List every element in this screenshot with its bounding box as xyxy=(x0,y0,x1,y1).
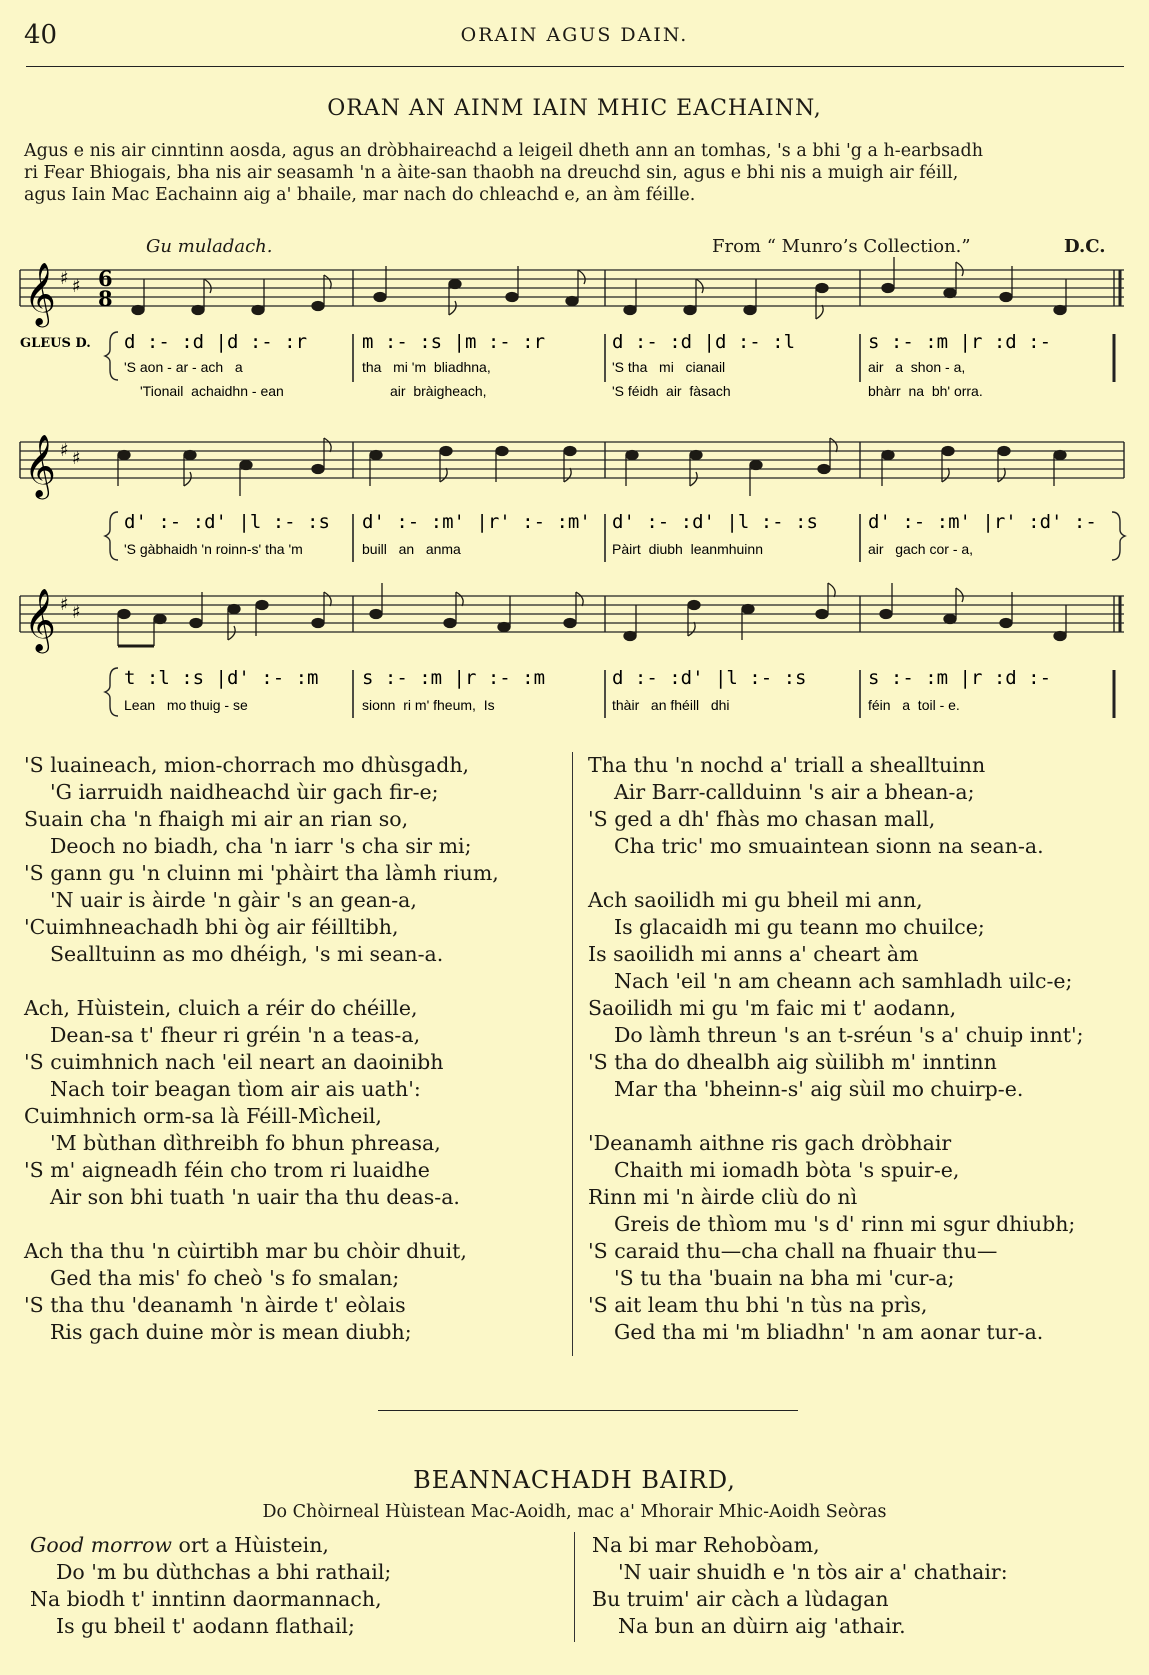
verse-line: Greis de thìom mu 's d' rinn mi sgur dhiubh; xyxy=(614,1212,1076,1236)
intro-line: ri Fear Bhiogais, bha nis air seasamh 'n a àite-san thaobh na dreuchd sin, agus e bhi nis a muigh air féill, xyxy=(24,163,959,183)
solfa-measure: s :- :m |r :d :- xyxy=(868,331,1052,353)
lyric-measure: Pàirt diubh leanmhuinn xyxy=(612,541,763,557)
stanza xyxy=(588,887,1133,1103)
system-brace-right xyxy=(1112,512,1125,560)
verse-line: Nach 'eil 'n am cheann ach samhladh uilc-e; xyxy=(614,969,1073,993)
verse-line: Na biodh t' inntinn daormannach, xyxy=(30,1587,382,1611)
solfa-measure: d :- :d' |l :- :s xyxy=(612,667,807,689)
verse-line: Na bun an dùirn aig 'athair. xyxy=(618,1614,906,1638)
lyric-measure: tha mi 'm bliadhna, xyxy=(362,359,491,375)
verse-line: Is glacaidh mi gu teann mo chuilce; xyxy=(614,915,985,939)
intro-line: Agus e nis air cinntinn aosda, agus an dròbhaireachd a leigeil dheth ann an tomhas, 's a bhi 'g a h-earbsadh xyxy=(24,141,983,161)
verse-line: 'N uair shuidh e 'n tòs air a' chathair: xyxy=(618,1560,1008,1584)
lyric-measure: 'S tha mi cianail xyxy=(612,359,726,375)
verse-line: Ris gach duine mòr is mean diubh; xyxy=(50,1320,412,1344)
verse-line: Dean-sa t' fheur ri gréin 'n a teas-a, xyxy=(50,1023,421,1047)
verse-line: Ged tha mi 'm bliadhn' 'n am aonar tur-a. xyxy=(614,1320,1044,1344)
verse-line: Is gu bheil t' aodann flathail; xyxy=(56,1614,355,1638)
time-signature-top: 6 xyxy=(98,266,113,291)
verse-line: 'S tha thu 'deanamh 'n àirde t' eòlais xyxy=(24,1293,406,1317)
verse-line: 'S m' aigneadh féin cho trom ri luaidhe xyxy=(24,1158,430,1182)
solfa-measure: s :- :m |r :- :m xyxy=(362,667,546,689)
lyric-measure: bhàrr na bh' orra. xyxy=(868,383,983,399)
verses-right-column xyxy=(588,752,1133,1373)
sharp-icon: ♯ xyxy=(72,276,81,297)
verse-line: Bu truim' air càch a lùdagan xyxy=(592,1587,889,1611)
verse-line: Ach saoilidh mi gu bheil mi ann, xyxy=(588,888,923,912)
verse-line-rest: ort a Hùistein, xyxy=(171,1533,329,1557)
system-brace xyxy=(105,332,118,380)
stanza xyxy=(588,1130,1133,1346)
running-title: ORAIN AGUS DAIN. xyxy=(460,24,689,46)
running-head xyxy=(0,18,1149,58)
second-piece-subtitle: Do Chòirneal Hùistean Mac-Aoidh, mac a' Mhorair Mhic-Aoidh Seòras xyxy=(262,1502,887,1522)
lyric-measure: air gach cor - a, xyxy=(868,541,974,557)
section-divider xyxy=(378,1410,798,1411)
verse-line: 'S luaineach, mion-chorrach mo dhùsgadh, xyxy=(24,753,470,777)
system-brace xyxy=(105,668,118,716)
verse-line: 'S cuimhnich nach 'eil neart an daoinibh xyxy=(24,1050,444,1074)
verse-line: Chaith mi iomadh bòta 's spuir-e, xyxy=(614,1158,960,1182)
key-label: GLEUS D. xyxy=(20,336,91,351)
solfa-measure: m :- :s |m :- :r xyxy=(362,331,546,353)
verse-emphasis: Good morrow xyxy=(30,1533,172,1557)
stanza xyxy=(588,752,1133,860)
sharp-icon: ♯ xyxy=(60,594,69,615)
verse-line: 'S tu tha 'buain na bha mi 'cur-a; xyxy=(614,1266,955,1290)
lyric-measure: buill an anma xyxy=(362,541,461,557)
verse-line: 'M bùthan dìthreibh fo bhun phreasa, xyxy=(50,1131,441,1155)
verse-line: Air Barr-callduinn 's air a bhean-a; xyxy=(614,780,975,804)
verse-line: Nach toir beagan tìom air ais uath': xyxy=(50,1077,421,1101)
verse-line: Tha thu 'n nochd a' triall a shealltuinn xyxy=(588,753,986,777)
verse-line: Air son bhi tuath 'n uair tha thu deas-a. xyxy=(50,1185,460,1209)
verse-line: Mar tha 'bheinn-s' aig sùil mo chuirp-e. xyxy=(614,1077,1024,1101)
stanza xyxy=(24,752,564,968)
tempo-marking: Gu muladach. xyxy=(146,236,273,257)
solfa-measure: d' :- :d' |l :- :s xyxy=(612,511,818,533)
verse-line: Ach, Hùistein, cluich a réir do chéille, xyxy=(24,996,418,1020)
verse-line: 'N uair is àirde 'n gàir 's an gean-a, xyxy=(50,888,417,912)
verses-left-column xyxy=(24,752,564,1373)
verse-line: 'S caraid thu—cha chall na fhuair thu— xyxy=(588,1239,998,1263)
music-system-3 xyxy=(0,580,1149,730)
verse-line: Cuimhnich orm-sa là Féill-Mìcheil, xyxy=(24,1104,382,1128)
solfa-measure: s :- :m |r :d :- xyxy=(868,667,1052,689)
intro-paragraph xyxy=(24,140,1124,206)
page-number: 40 xyxy=(24,20,58,50)
lyric-measure: air a shon - a, xyxy=(868,359,966,375)
system-brace xyxy=(105,512,118,560)
lyric-measure: sionn ri m' fheum, Is xyxy=(362,697,495,713)
verse-line: 'S ged a dh' fhàs mo chasan mall, xyxy=(588,807,936,831)
verse-line: 'Cuimhneachadh bhi òg air féilltibh, xyxy=(24,915,399,939)
solfa-measure: d' :- :m' |r' :d' :- xyxy=(868,511,1097,533)
lyric-measure: Lean mo thuig - se xyxy=(124,697,248,713)
sharp-icon: ♯ xyxy=(60,440,69,461)
treble-clef-icon: 𝄞 xyxy=(24,262,56,325)
sharp-icon: ♯ xyxy=(72,448,81,469)
stanza xyxy=(24,1238,564,1346)
verse-line: Do làmh threun 's an t-sréun 's a' chuip innt'; xyxy=(614,1023,1084,1047)
verse-line: 'S gann gu 'n cluinn mi 'phàirt tha làmh rium, xyxy=(24,861,499,885)
sharp-icon: ♯ xyxy=(60,268,69,289)
verse-line: Sealltuinn as mo dhéigh, 's mi sean-a. xyxy=(50,942,444,966)
stanza xyxy=(24,995,564,1211)
notes xyxy=(118,438,1066,496)
solfa-measure: d' :- :d' |l :- :s xyxy=(124,511,330,533)
second-piece-right-column xyxy=(592,1532,1132,1640)
solfa-measure: d :- :d |d :- :l xyxy=(612,331,796,353)
song-title: ORAN AN AINM IAIN MHIC EACHAINN, xyxy=(327,96,822,121)
time-signature-bottom: 8 xyxy=(98,286,113,311)
verse-line: Do 'm bu dùthchas a bhi rathail; xyxy=(56,1560,392,1584)
verse-line: Deoch no biadh, cha 'n iarr 's cha sir mi; xyxy=(50,834,472,858)
solfa-measure: t :l :s |d' :- :m xyxy=(124,667,319,689)
verse-line: 'S tha do dhealbh aig sùilibh m' inntinn xyxy=(588,1050,997,1074)
lyric-measure: féin a toil - e. xyxy=(868,697,960,713)
column-divider xyxy=(574,1532,575,1642)
verse-line: 'Deanamh aithne ris gach dròbhair xyxy=(588,1131,952,1155)
lyric-measure: air bràigheach, xyxy=(390,383,487,399)
da-capo-marking: D.C. xyxy=(1064,236,1106,257)
solfa-measure: d' :- :m' |r' :- :m' xyxy=(362,511,591,533)
verse-line: Saoilidh mi gu 'm faic mi t' aodann, xyxy=(588,996,957,1020)
verse-line: Rinn mi 'n àirde cliù do nì xyxy=(588,1185,858,1209)
lyric-measure: 'S aon - ar - ach a xyxy=(124,359,243,375)
lyric-measure: 'Tionail achaidhn - ean xyxy=(140,383,284,399)
second-piece-title: BEANNACHADH BAIRD, xyxy=(413,1466,736,1494)
music-system-2 xyxy=(0,420,1149,570)
verse-line xyxy=(30,1532,570,1559)
verse-line: Na bi mar Rehobòam, xyxy=(592,1533,820,1557)
verse-line: Is saoilidh mi anns a' cheart àm xyxy=(588,942,919,966)
lyric-measure: 'S gàbhaidh 'n roinn-s' tha 'm xyxy=(124,541,303,557)
treble-clef-icon: 𝄞 xyxy=(24,588,56,651)
second-piece-left-column xyxy=(30,1532,570,1640)
verse-line: 'S ait leam thu bhi 'n tùs na prìs, xyxy=(588,1293,928,1317)
verse-line: Suain cha 'n fhaigh mi air an rian so, xyxy=(24,807,409,831)
lyric-measure: thàir an fhéill dhi xyxy=(612,697,730,713)
treble-clef-icon: 𝄞 xyxy=(24,434,56,497)
sharp-icon: ♯ xyxy=(72,602,81,623)
music-system-1 xyxy=(0,250,1149,415)
verse-line: Cha tric' mo smuaintean sionn na sean-a. xyxy=(614,834,1044,858)
intro-line: agus Iain Mac Eachainn aig a' bhaile, mar nach do chleachd e, an àm féille. xyxy=(24,185,696,205)
header-rule xyxy=(26,66,1124,67)
source-credit: From “ Munro’s Collection.” xyxy=(712,236,971,257)
solfa-measure: d :- :d |d :- :r xyxy=(124,331,308,353)
verse-line: Ged tha mis' fo cheò 's fo smalan; xyxy=(50,1266,400,1290)
lyric-measure: 'S féidh air fàsach xyxy=(612,383,731,399)
column-divider xyxy=(572,752,573,1356)
verse-line: Ach tha thu 'n cùirtibh mar bu chòir dhuit, xyxy=(24,1239,467,1263)
verse-line: 'G iarruidh naidheachd ùir gach fir-e; xyxy=(50,780,439,804)
